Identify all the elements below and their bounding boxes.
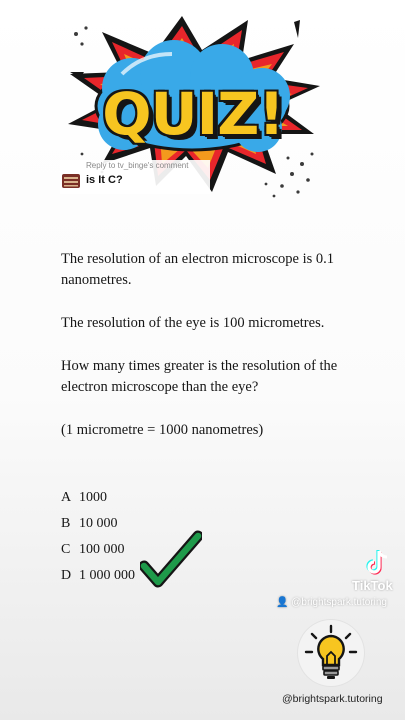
option-letter: C bbox=[61, 542, 71, 557]
question-line-3: How many times greater is the resolution of the electron microscope than the eye? bbox=[61, 358, 338, 395]
tiktok-watermark-brand: TikTok bbox=[352, 578, 393, 593]
question-line-4: (1 micrometre = 1000 nanometres) bbox=[61, 422, 264, 438]
quiz-title: QUIZ! bbox=[102, 80, 284, 148]
answer-option-b[interactable] bbox=[61, 511, 135, 537]
question-text bbox=[61, 249, 371, 463]
brand-logo bbox=[298, 620, 364, 686]
option-value: 10 000 bbox=[79, 516, 118, 531]
option-value: 100 000 bbox=[79, 542, 125, 557]
tiktok-watermark-username: @brightspark.tutoring bbox=[291, 597, 387, 608]
reply-comment-card[interactable] bbox=[60, 160, 210, 194]
tiktok-watermark-user bbox=[276, 597, 387, 608]
option-letter: B bbox=[61, 516, 71, 531]
answer-option-c[interactable] bbox=[61, 537, 135, 563]
tiktok-logo-icon bbox=[362, 548, 392, 578]
reply-label: Reply to tv_binge's comment bbox=[86, 161, 189, 170]
answer-option-d[interactable] bbox=[61, 563, 135, 589]
lightbulb-icon bbox=[298, 620, 364, 686]
option-letter: A bbox=[61, 490, 72, 505]
answer-option-a[interactable] bbox=[61, 485, 135, 511]
user-icon: 👤 bbox=[276, 597, 289, 608]
question-line-2: The resolution of the eye is 100 micrometres. bbox=[61, 315, 325, 331]
option-value: 1 000 000 bbox=[79, 568, 135, 583]
option-value: 1000 bbox=[79, 490, 107, 505]
reply-comment-text: is It C? bbox=[86, 174, 123, 186]
answer-options bbox=[61, 485, 135, 589]
question-line-1: The resolution of an electron microscope is 0.1 nanometres. bbox=[61, 251, 335, 288]
comment-avatar-icon bbox=[62, 174, 80, 188]
correct-answer-check-icon bbox=[140, 530, 202, 588]
footer-handle: @brightspark.tutoring bbox=[282, 693, 383, 705]
option-letter: D bbox=[61, 568, 72, 583]
